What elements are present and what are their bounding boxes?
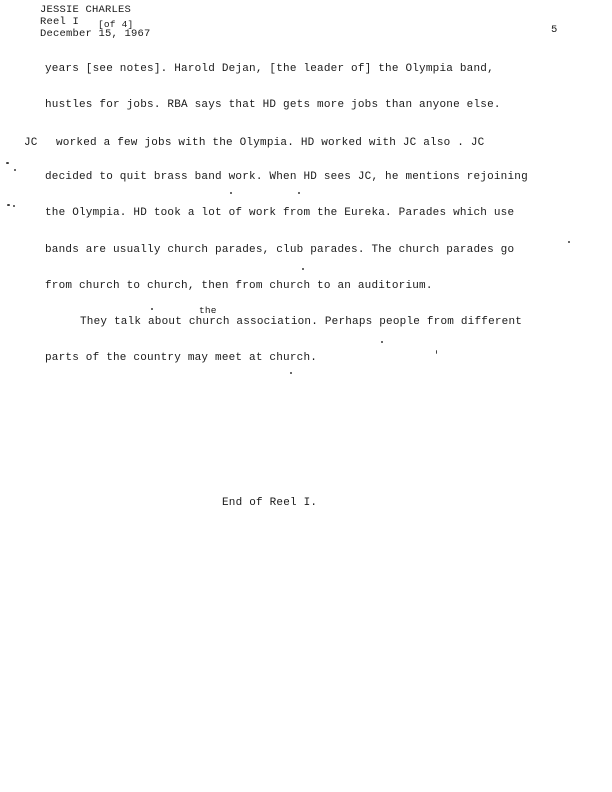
body-line-5: the Olympia. HD took a lot of work from the Eureka. Parades which use bbox=[45, 207, 515, 219]
end-of-reel: End of Reel I. bbox=[222, 497, 318, 509]
body-line-6: bands are usually church parades, club parades. The church parades go bbox=[45, 244, 515, 256]
body-line-2: hustles for jobs. RBA says that HD gets more jobs than anyone else. bbox=[45, 99, 501, 111]
scan-speck bbox=[381, 341, 383, 343]
scan-speck bbox=[230, 192, 232, 194]
page-number: 5 bbox=[551, 24, 558, 36]
body-line-1: years [see notes]. Harold Dejan, [the leader of] the Olympia band, bbox=[45, 63, 494, 75]
scan-speck bbox=[7, 204, 10, 206]
scan-speck bbox=[298, 192, 300, 194]
scan-speck bbox=[151, 308, 153, 310]
body-line-9: parts of the country may meet at church. bbox=[45, 352, 318, 364]
scan-speck bbox=[568, 241, 570, 243]
reel-insertion: [of 4] bbox=[98, 19, 134, 30]
body-line-4: decided to quit brass band work. When HD sees JC, he mentions rejoining bbox=[45, 171, 528, 183]
scan-speck bbox=[14, 169, 16, 171]
interviewee-name: JESSIE CHARLES bbox=[40, 4, 132, 16]
reel-label: Reel I bbox=[40, 16, 80, 28]
scan-speck bbox=[302, 268, 304, 270]
interview-date: December 15, 1967 bbox=[40, 28, 151, 40]
body-line-3: worked a few jobs with the Olympia. HD worked with JC also . JC bbox=[56, 137, 485, 149]
insertion-word: the bbox=[199, 305, 217, 316]
body-line-7: from church to church, then from church to an auditorium. bbox=[45, 280, 433, 292]
scan-speck bbox=[436, 350, 437, 354]
body-line-8: They talk about church association. Perhaps people from different bbox=[80, 316, 523, 328]
scan-speck bbox=[6, 162, 9, 164]
scan-speck bbox=[290, 372, 292, 374]
margin-label: JC bbox=[24, 137, 38, 149]
scan-speck bbox=[13, 205, 15, 207]
